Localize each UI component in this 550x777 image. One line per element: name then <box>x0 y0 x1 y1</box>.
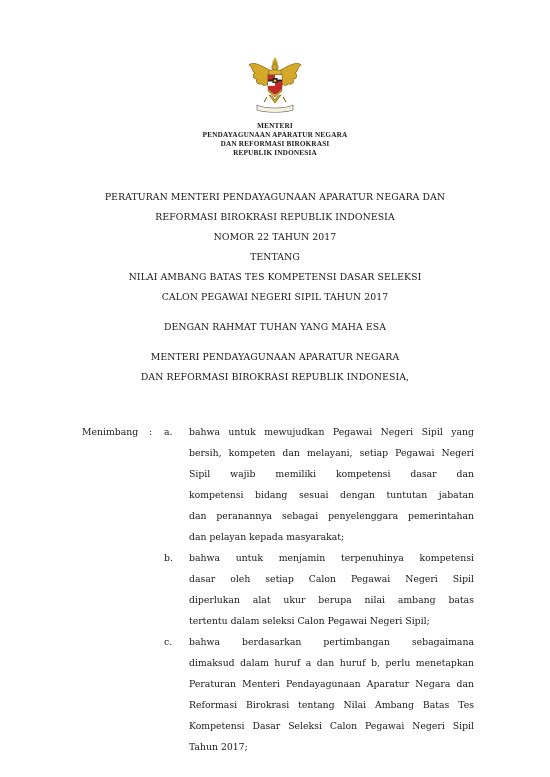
title-subject-line-2: CALON PEGAWAI NEGERI SIPIL TAHUN 2017 <box>161 292 389 303</box>
title-line-2: REFORMASI BIROKRASI REPUBLIK INDONESIA <box>155 212 395 223</box>
item-c-line-3: Peraturan Menteri Pendayagunaan Aparatur Negara dan <box>189 679 474 690</box>
item-a-line-5: dan peranannya sebagai penyelenggara pemerintahan <box>189 511 474 522</box>
item-c-line-5: Kompetensi Dasar Seleksi Calon Pegawai Negeri Sipil <box>189 721 474 732</box>
considering-label: Menimbang <box>82 427 139 438</box>
item-a-line-1: bahwa untuk mewujudkan Pegawai Negeri Sipil yang <box>189 427 474 438</box>
item-c-line-2: dimaksud dalam huruf a dan huruf b, perlu menetapkan <box>189 658 474 669</box>
item-c-line-4: Reformasi Birokrasi tentang Nilai Ambang Batas Tes <box>189 700 474 711</box>
garuda-emblem-icon <box>247 55 303 115</box>
title-subject-line-1: NILAI AMBANG BATAS TES KOMPETENSI DASAR SELEKSI <box>128 272 422 283</box>
blessing-line: DENGAN RAHMAT TUHAN YANG MAHA ESA <box>163 322 387 333</box>
letterhead-line-1: MENTERI <box>257 122 293 130</box>
item-a-line-6: dan pelayan kepada masyarakat; <box>189 532 345 543</box>
item-c-line-1: bahwa berdasarkan pertimbangan sebagaimana <box>189 637 474 648</box>
item-c-line-6: Tahun 2017; <box>189 742 248 753</box>
item-b-line-1: bahwa untuk menjamin terpenuhinya kompetensi <box>189 553 474 564</box>
item-b-line-4: tertentu dalam seleksi Calon Pegawai Negeri Sipil; <box>189 616 430 627</box>
regulation-number: NOMOR 22 TAHUN 2017 <box>213 232 337 243</box>
item-b-line-2: dasar oleh setiap Calon Pegawai Negeri Sipil <box>189 574 474 585</box>
item-a-line-4: kompetensi bidang sesuai dengan tuntutan jabatan <box>189 490 474 501</box>
considering-colon: : <box>149 427 153 438</box>
item-c-marker: c. <box>164 637 173 648</box>
title-line-1: PERATURAN MENTERI PENDAYAGUNAAN APARATUR NEGARA DAN <box>104 192 446 203</box>
letterhead-line-2: PENDAYAGUNAAN APARATUR NEGARA <box>202 131 348 139</box>
letterhead-line-4: REPUBLIK INDONESIA <box>233 149 317 157</box>
item-b-line-3: diperlukan alat ukur berupa nilai ambang batas <box>189 595 474 606</box>
item-b-marker: b. <box>164 553 173 564</box>
title-about: TENTANG <box>250 252 300 263</box>
letterhead-line-3: DAN REFORMASI BIROKRASI <box>220 140 330 148</box>
minister-line-1: MENTERI PENDAYAGUNAAN APARATUR NEGARA <box>150 352 400 363</box>
item-a-line-2: bersih, kompeten dan melayani, setiap Pegawai Negeri <box>189 448 474 459</box>
item-a-line-3: Sipil wajib memiliki kompetensi dasar dan <box>189 469 474 480</box>
minister-line-2: DAN REFORMASI BIROKRASI REPUBLIK INDONESIA, <box>140 372 410 383</box>
item-a-marker: a. <box>164 427 173 438</box>
